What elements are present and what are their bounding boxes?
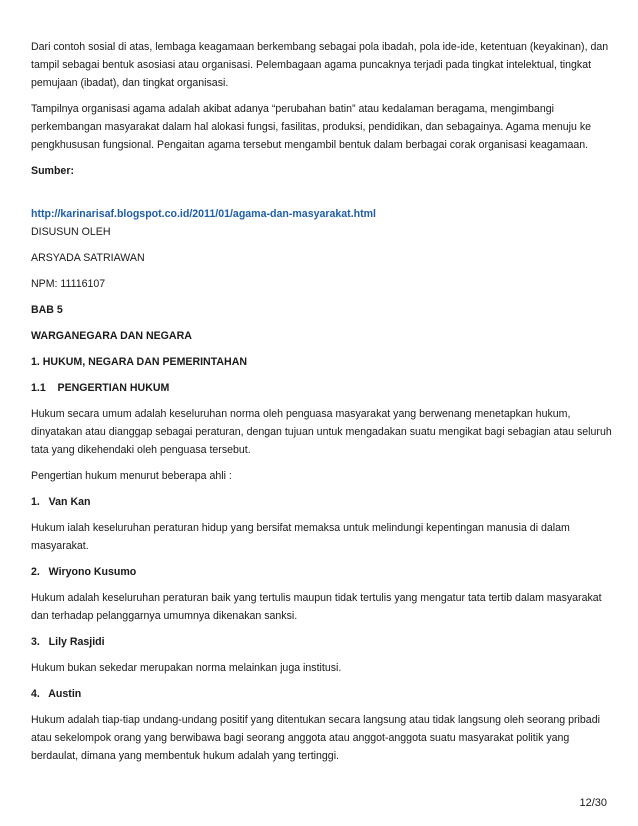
subsection-heading: 1.1 PENGERTIAN HUKUM [31, 382, 170, 394]
compiled-by: DISUSUN OLEH [31, 226, 111, 238]
author-npm: NPM: 11116107 [31, 278, 106, 290]
expert-heading: 3. Lily Rasjidi [31, 636, 105, 648]
source-link[interactable]: http://karinarisaf.blogspot.co.id/2011/01/agama-dan-masyarakat.html [31, 208, 376, 220]
expert-heading: 1. Van Kan [31, 496, 91, 508]
page-number: 12/30 [579, 797, 607, 809]
paragraph-intro: Dari contoh sosial di atas, lembaga keagamaan berkembang sebagai pola ibadah, pola ide-ide, ketentuan (keyakinan), dan tampil sebagai bentuk asosiasi atau organisasi. Pelembagaan agama puncaknya terjadi pada tingkat intelektual, tingkat pemujaan (ibadat), dan tingkat organisasi. [31, 41, 609, 89]
author-name: ARSYADA SATRIAWAN [31, 252, 145, 264]
expert-text: Hukum bukan sekedar merupakan norma melainkan juga institusi. [31, 662, 342, 674]
expert-text: Hukum adalah tiap-tiap undang-undang positif yang ditentukan secara langsung atau tidak langsung oleh seorang pribadi atau sekelompok orang yang berwibawa bagi seorang anggota atau anggot-anggota suatu masyarakat politik yang berdaulat, dimana yang membentuk hukum adalah yang tertinggi. [31, 714, 600, 762]
source-label: Sumber: [31, 165, 74, 177]
experts-intro: Pengertian hukum menurut beberapa ahli : [31, 470, 232, 482]
paragraph-organization: Tampilnya organisasi agama adalah akibat adanya “perubahan batin” atau kedalaman beragama, mengimbangi perkembangan masyarakat dalam hal alokasi fungsi, fasilitas, produksi, pendidikan, dan sebagainya. Agama menuju ke pengkhususan fungsional. Pengaitan agama tersebut mengambil bentuk dalam berbagai corak organisasi keagamaan. [31, 103, 592, 151]
document-page [31, 38, 615, 773]
expert-heading: 2. Wiryono Kusumo [31, 566, 137, 578]
chapter-title: WARGANEGARA DAN NEGARA [31, 330, 192, 342]
chapter-number: BAB 5 [31, 304, 63, 316]
section-heading: 1. HUKUM, NEGARA DAN PEMERINTAHAN [31, 356, 247, 368]
expert-text: Hukum ialah keseluruhan peraturan hidup yang bersifat memaksa untuk melindungi kepentingan manusia di dalam masyarakat. [31, 522, 570, 552]
law-definition: Hukum secara umum adalah keseluruhan norma oleh penguasa masyarakat yang berwenang menetapkan hukum, dinyatakan atau dianggap sebagai peraturan, dengan tujuan untuk mengadakan suatu mengikat bagi sebagian atau seluruh tata yang dikehendaki oleh penguasa tersebut. [31, 408, 612, 456]
expert-heading: 4. Austin [31, 688, 82, 700]
expert-text: Hukum adalah keseluruhan peraturan baik yang tertulis maupun tidak tertulis yang mengatur tata tertib dalam masyarakat dan terhadap pelanggarnya umumnya dikenakan sanksi. [31, 592, 602, 622]
